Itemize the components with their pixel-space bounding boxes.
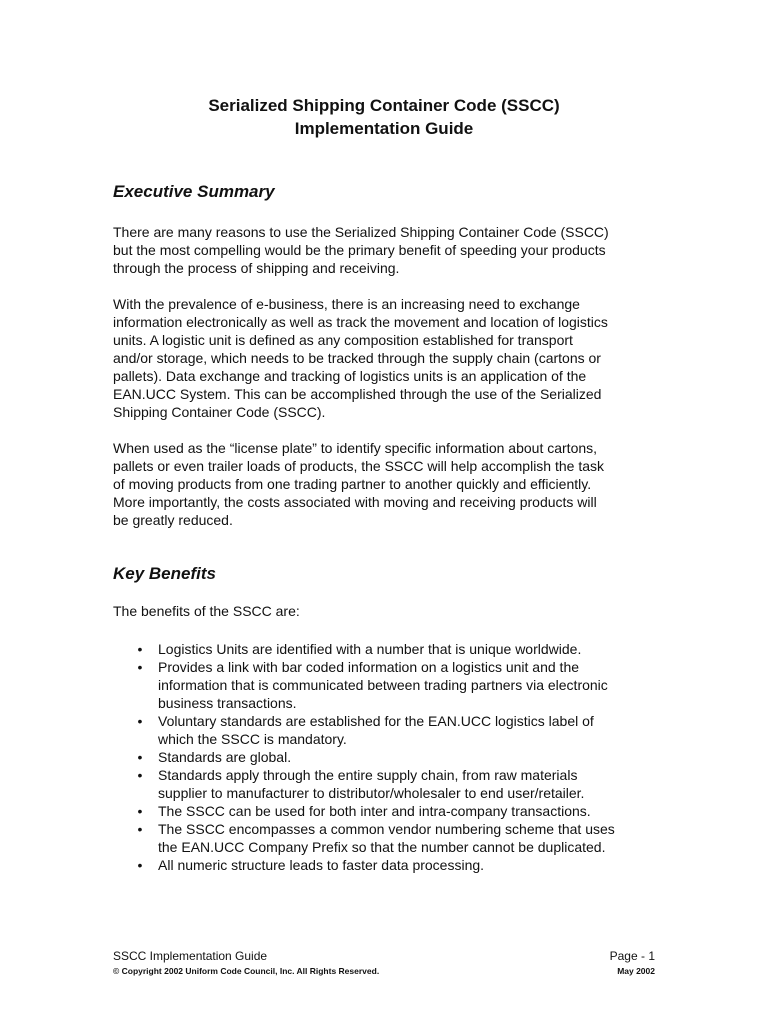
document-title (0, 94, 768, 140)
bullet-icon: • (137, 659, 143, 675)
list-item-text: The SSCC encompasses a common vendor numbering scheme that uses (158, 821, 615, 837)
key-benefits-list (113, 640, 673, 874)
text-line: units. A logistic unit is defined as any composition established for transport (113, 332, 573, 348)
text-line: of moving products from one trading partner to another quickly and efficiently. (113, 476, 592, 492)
executive-summary-paragraph-1 (113, 223, 653, 277)
text-line: information electronically as well as track the movement and location of logistics (113, 314, 608, 330)
text-line: be greatly reduced. (113, 512, 233, 528)
text-line: pallets). Data exchange and tracking of logistics units is an application of the (113, 368, 587, 384)
list-item-text: Provides a link with bar coded information on a logistics unit and the (158, 659, 580, 675)
list-item-text: information that is communicated between trading partners via electronic (158, 677, 608, 693)
list-item (113, 658, 673, 712)
list-item-text: Standards are global. (158, 749, 292, 765)
text-line: and/or storage, which needs to be tracked through the supply chain (cartons or (113, 350, 601, 366)
executive-summary-heading: Executive Summary (113, 182, 275, 201)
bullet-icon: • (137, 803, 143, 819)
text-line: With the prevalence of e-business, there is an increasing need to exchange (113, 296, 580, 312)
key-benefits-intro (113, 602, 653, 620)
list-item-text: the EAN.UCC Company Prefix so that the number cannot be duplicated. (158, 839, 606, 855)
text-line: but the most compelling would be the primary benefit of speeding your products (113, 242, 606, 258)
bullet-icon: • (137, 821, 143, 837)
bullet-icon: • (137, 641, 143, 657)
text-line: The benefits of the SSCC are: (113, 603, 300, 619)
list-item (113, 640, 673, 658)
list-item (113, 766, 673, 802)
footer-doc-name: SSCC Implementation Guide (113, 949, 268, 963)
text-line: through the process of shipping and receiving. (113, 260, 400, 276)
bullet-icon: • (137, 713, 143, 729)
list-item-text: The SSCC can be used for both inter and intra-company transactions. (158, 803, 591, 819)
bullet-icon: • (137, 857, 143, 873)
list-item-text: All numeric structure leads to faster data processing. (158, 857, 485, 873)
footer-copyright: © Copyright 2002 Uniform Code Council, Inc. All Rights Reserved. (113, 966, 380, 976)
footer-left (113, 949, 379, 977)
list-item-text: Standards apply through the entire supply chain, from raw materials (158, 767, 578, 783)
bullet-icon: • (137, 767, 143, 783)
list-item (113, 712, 673, 748)
text-line: More importantly, the costs associated with moving and receiving products will (113, 494, 597, 510)
list-item-text: business transactions. (158, 695, 297, 711)
executive-summary-paragraph-3 (113, 439, 653, 529)
text-line: EAN.UCC System. This can be accomplished through the use of the Serialized (113, 386, 602, 402)
list-item (113, 820, 673, 856)
list-item (113, 856, 673, 874)
executive-summary-paragraph-2 (113, 295, 653, 421)
list-item-text: Voluntary standards are established for the EAN.UCC logistics label of (158, 713, 594, 729)
list-item-text: which the SSCC is mandatory. (158, 731, 347, 747)
list-item (113, 802, 673, 820)
title-line-2: Implementation Guide (294, 119, 474, 138)
text-line: pallets or even trailer loads of products, the SSCC will help accomplish the task (113, 458, 605, 474)
text-line: When used as the “license plate” to identify specific information about cartons, (113, 440, 598, 456)
list-item-text: Logistics Units are identified with a number that is unique worldwide. (158, 641, 582, 657)
key-benefits-heading: Key Benefits (113, 564, 216, 583)
text-line: Shipping Container Code (SSCC). (113, 404, 326, 420)
list-item-text: supplier to manufacturer to distributor/wholesaler to end user/retailer. (158, 785, 585, 801)
bullet-icon: • (137, 749, 143, 765)
footer-page-number: Page - 1 (609, 949, 655, 963)
text-line: There are many reasons to use the Serialized Shipping Container Code (SSCC) (113, 224, 609, 240)
footer-date: May 2002 (617, 966, 655, 976)
footer-right (610, 949, 655, 977)
list-item (113, 748, 673, 766)
title-line-1: Serialized Shipping Container Code (SSCC) (208, 96, 560, 115)
